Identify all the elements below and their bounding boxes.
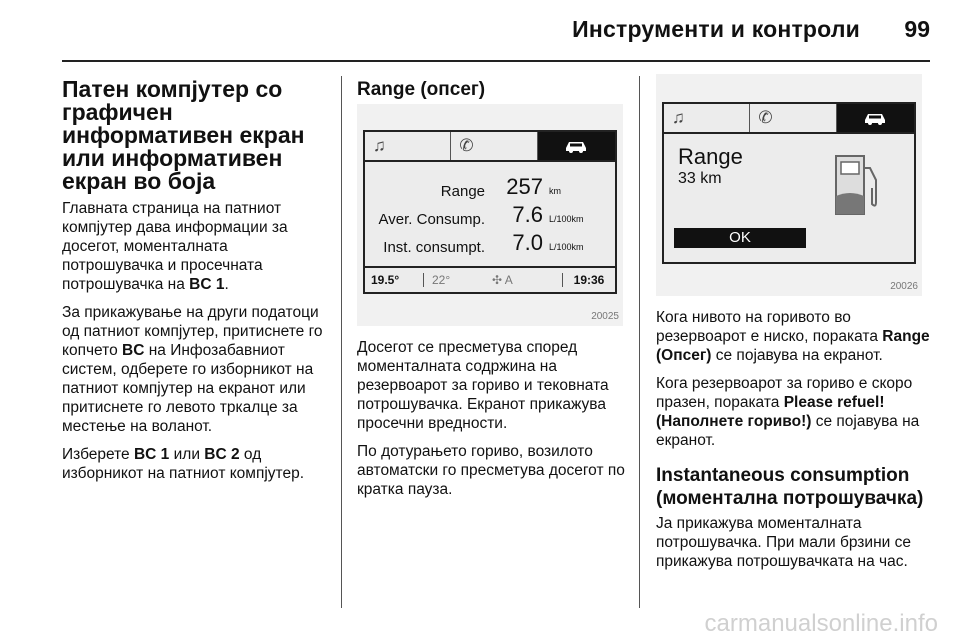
figure-number: 20026 (890, 281, 918, 292)
column-middle (357, 72, 629, 101)
watermark: carmanualsonline.info (704, 610, 938, 637)
lcd-row-instant-consumption: Inst. consumpt. 7.0 L/100km (383, 230, 584, 256)
paragraph-more-data: За прикажување на други податоци од патниот компјутер, притиснете го копчето BC на Инфозабавниот систем, одберете го изборникот на патниот компјутер на екранот или притиснете го левото тркалце за местење на воланот. (62, 304, 323, 435)
section-heading-trip-computer: Патен компјутер со графичен информативен екран или информативен екран во боја (62, 76, 305, 194)
warning-title: Range (678, 144, 743, 169)
lcd-screen (363, 130, 617, 294)
paragraph-range-calculation: Досегот се пресметува според моменталната содржина на резервоарот за гориво и тековната потрошувачка. Екранот прикажува просечни вредности. (357, 339, 609, 432)
paragraph-refuel-recalc: По дотурањето гориво, возилото автоматски го пресметува досегот по кратка пауза. (357, 443, 625, 498)
music-note-icon: ♫ (365, 132, 451, 160)
paragraph-refuel-message: Кога резервоарот за гориво е скоро празен, пораката Please refuel! (Наполнете гориво!) се појавува на екранот. (656, 375, 920, 449)
figure-number: 20025 (591, 311, 619, 322)
page-number: 99 (904, 16, 930, 42)
page-header-title: Инструменти и контроли (572, 16, 860, 42)
paragraph-main-page: Главната страница на патниот компјутер дава информации за досегот, моменталната потрошувачка и просечната потрошувачка на BC 1. (62, 200, 288, 293)
section-heading-instant-consumption: Instantaneous consumption (моментална потрошувачка) (656, 465, 924, 509)
section-heading-range: Range (опсег) (357, 79, 486, 100)
column-left (62, 72, 330, 492)
lcd-screen-warning (662, 102, 916, 264)
paragraph-instant-consumption: Ја прикажува моменталната потрошувачка. При мали брзини се прикажува потрошувачката на час. (656, 515, 911, 570)
figure-trip-computer-display (357, 104, 623, 326)
header-rule (62, 60, 930, 62)
outside-temperature: 19.5° (365, 273, 424, 287)
warning-range-value: 33 km (678, 170, 722, 187)
figure-range-warning (656, 74, 922, 296)
lcd-row-average-consumption: Aver. Consump. 7.6 L/100km (378, 202, 584, 228)
lcd-status-bar (365, 266, 615, 292)
car-icon (538, 132, 615, 160)
lcd-row-range: Range 257 km (440, 174, 561, 200)
set-temperature: 22° (432, 273, 451, 287)
column-middle-text (357, 338, 629, 508)
paragraph-low-fuel: Кога нивото на горивото во резервоарот е ниско, пораката Range (Опсег) се појавува на екранот. (656, 309, 930, 364)
clock-time: 19:36 (562, 273, 615, 287)
fuel-pump-icon (832, 152, 882, 220)
lcd-tabbar (365, 132, 615, 162)
fan-icon: ✣ A (492, 273, 513, 287)
column-divider-2 (639, 76, 640, 608)
phone-icon: ✆ (451, 132, 537, 160)
ok-button: OK (674, 228, 806, 248)
phone-icon: ✆ (750, 104, 836, 132)
music-note-icon: ♫ (664, 104, 750, 132)
lcd-tabbar-warning (664, 104, 914, 134)
column-divider-1 (341, 76, 342, 608)
car-icon (837, 104, 914, 132)
paragraph-select: Изберете BC 1 или BC 2 од изборникот на патниот компјутер. (62, 446, 305, 482)
column-right-text (656, 308, 930, 580)
